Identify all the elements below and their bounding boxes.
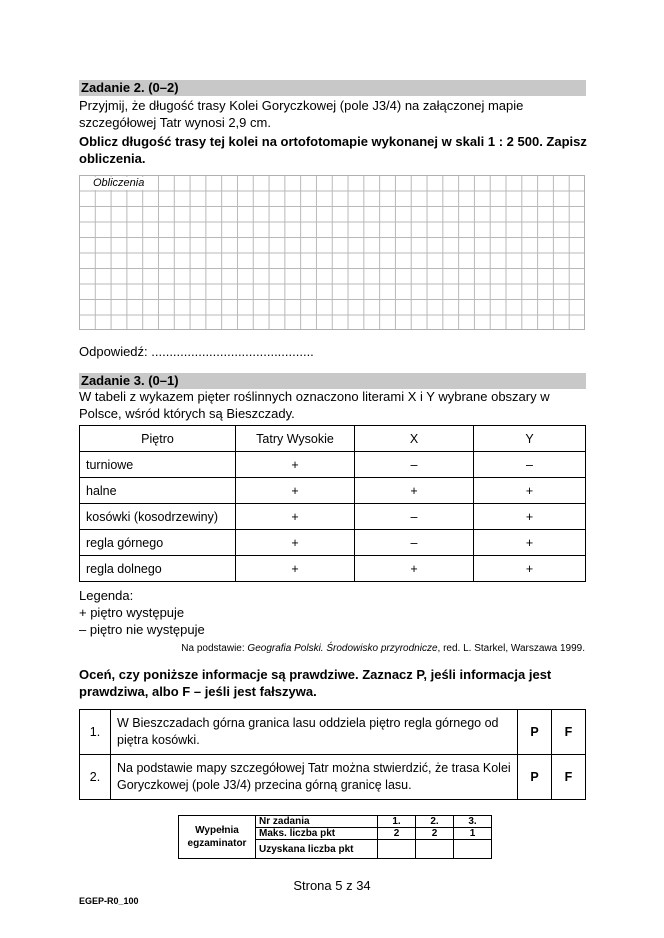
cell: + — [474, 556, 586, 582]
grid-label: Obliczenia — [90, 177, 147, 190]
statement-text: W Bieszczadach górna granica lasu oddziela piętro regla górnego od piętra kosówki. — [111, 710, 518, 755]
true-false-table — [79, 709, 586, 800]
document-code: EGEP-R0_100 — [79, 896, 139, 906]
max-points: 1 — [454, 828, 492, 840]
task3-header: Zadanie 3. (0–1) — [79, 373, 586, 389]
task-number: 1. — [378, 816, 416, 828]
statement-number: 2. — [80, 755, 111, 800]
statement-row — [80, 710, 586, 755]
source-citation — [181, 642, 585, 655]
cell: + — [474, 530, 586, 556]
task3-intro: W tabeli z wykazem pięter roślinnych oznaczono literami X i Y wybrane obszary w Polsce, wśród których są Bieszczady. — [79, 389, 550, 421]
cell: + — [355, 478, 474, 504]
table-row — [80, 530, 586, 556]
legend-plus: + piętro występuje — [79, 605, 185, 620]
scored-points-cell[interactable] — [454, 840, 492, 859]
statement-text: Na podstawie mapy szczegółowej Tatr można stwierdzić, że trasa Kolei Goryczkowej (pole J3/4) przecina górną granicę lasu. — [111, 755, 518, 800]
scored-points-cell[interactable] — [378, 840, 416, 859]
task2-answer-line[interactable]: Odpowiedź: ............................................. — [79, 344, 314, 359]
table-row — [80, 452, 586, 478]
row-label-task: Nr zadania — [256, 816, 378, 828]
false-option[interactable]: F — [552, 710, 586, 755]
source-prefix: Na podstawie: — [181, 643, 248, 654]
cell: regla dolnego — [80, 556, 236, 582]
source-title: Geografia Polski. Środowisko przyrodnicze — [247, 643, 438, 654]
cell: + — [355, 556, 474, 582]
task2-header: Zadanie 2. (0–2) — [79, 80, 586, 96]
legend-title: Legenda: — [79, 588, 134, 603]
examiner-score-table — [178, 815, 492, 859]
page-number: Strona 5 z 34 — [293, 878, 371, 893]
statement-row — [80, 755, 586, 800]
col-header: Y — [474, 426, 586, 452]
cell: + — [236, 452, 355, 478]
row-label-max: Maks. liczba pkt — [256, 828, 378, 840]
scored-points-cell[interactable] — [416, 840, 454, 859]
cell: + — [236, 478, 355, 504]
col-header: Piętro — [80, 426, 236, 452]
task3-instruction: Oceń, czy poniższe informacje są prawdziwe. Zaznacz P, jeśli informacja jest prawdziwa, albo F – jeśli jest fałszywa. — [79, 667, 552, 699]
cell: – — [355, 452, 474, 478]
cell: – — [355, 504, 474, 530]
calculation-grid[interactable] — [79, 175, 585, 330]
cell: regla górnego — [80, 530, 236, 556]
legend-minus: – piętro nie występuje — [79, 622, 205, 637]
cell: halne — [80, 478, 236, 504]
task-number: 3. — [454, 816, 492, 828]
cell: + — [236, 556, 355, 582]
table-header-row — [80, 426, 586, 452]
cell: kosówki (kosodrzewiny) — [80, 504, 236, 530]
col-header: Tatry Wysokie — [236, 426, 355, 452]
task-number: 2. — [416, 816, 454, 828]
statement-number: 1. — [80, 710, 111, 755]
col-header: X — [355, 426, 474, 452]
row-label-scored: Uzyskana liczba pkt — [256, 840, 378, 859]
max-points: 2 — [378, 828, 416, 840]
cell: – — [474, 452, 586, 478]
false-option[interactable]: F — [552, 755, 586, 800]
cell: + — [474, 478, 586, 504]
cell: turniowe — [80, 452, 236, 478]
cell: + — [236, 504, 355, 530]
table-row — [80, 478, 586, 504]
cell: – — [355, 530, 474, 556]
vegetation-zones-table — [79, 425, 586, 582]
cell: + — [474, 504, 586, 530]
cell: + — [236, 530, 355, 556]
source-suffix: , red. L. Starkel, Warszawa 1999. — [437, 643, 585, 654]
task2-instruction: Oblicz długość trasy tej kolei na ortofotomapie wykonanej w skali 1 : 2 500. Zapisz obliczenia. — [79, 134, 587, 166]
examiner-label: Wypełnia egzaminator — [179, 816, 256, 859]
true-option[interactable]: P — [518, 755, 552, 800]
table-row — [80, 556, 586, 582]
task2-text: Przyjmij, że długość trasy Kolei Goryczkowej (pole J3/4) na załączonej mapie szczegółowej Tatr wynosi 2,9 cm. — [79, 98, 524, 130]
table-row — [80, 504, 586, 530]
true-option[interactable]: P — [518, 710, 552, 755]
max-points: 2 — [416, 828, 454, 840]
